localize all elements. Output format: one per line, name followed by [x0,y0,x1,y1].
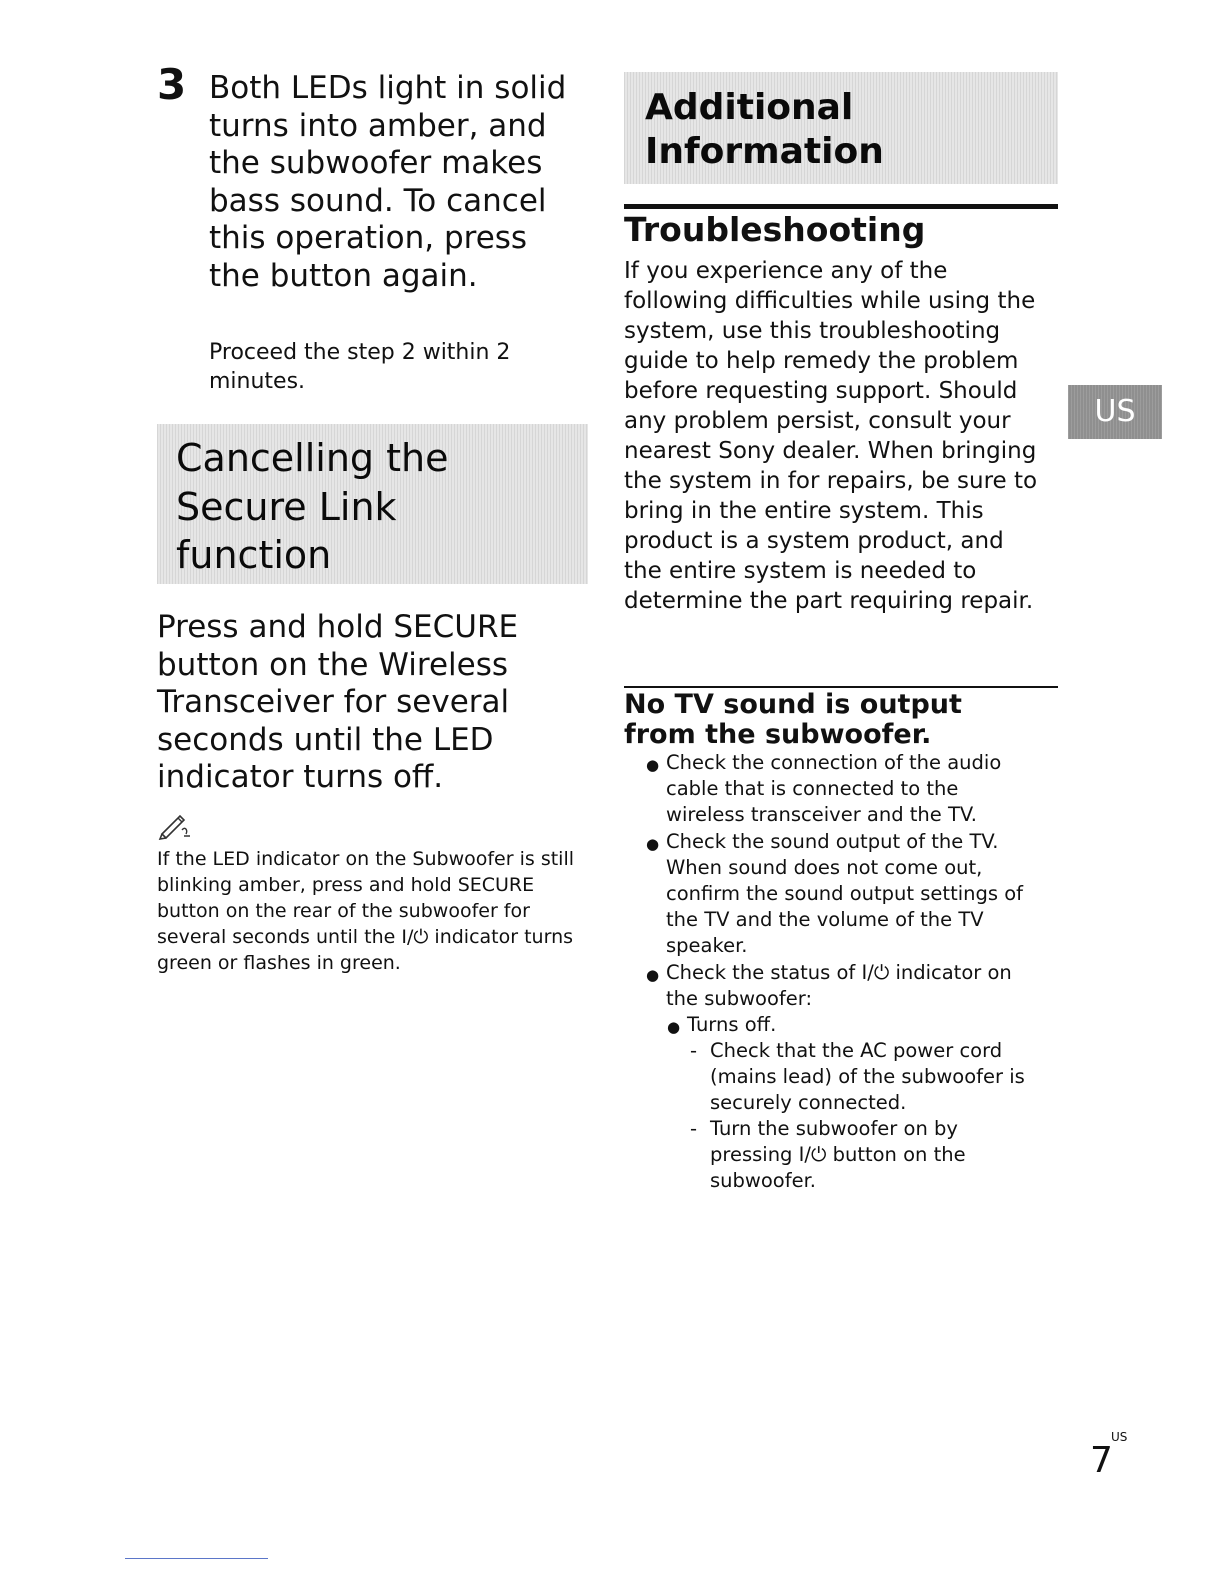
page-number: 7 [1090,1440,1113,1481]
step-note: Proceed the step 2 within 2 minutes. [209,340,511,394]
list-item-text: Check the connection of the audio cable that is connected to the wireless transceiver and the TV. [666,751,1002,826]
troubleshooting-title: Troubleshooting [624,210,926,249]
section-title: Cancelling the Secure Link function [176,436,449,577]
step-number: 3 [157,60,187,109]
bullet-icon: ● [667,1018,681,1036]
region-tab: US [1068,385,1162,439]
step-text: Both LEDs light in solid turns into amber, and the subwoofer makes bass sound. To cancel this operation, press the button again. [209,70,567,294]
list-item-text: Check the sound output of the TV. When sound does not come out, confirm the sound output settings of the TV and the volume of the TV speaker. [666,830,1024,957]
troubleshooting-rule [624,204,1058,209]
sub-list-item-text: Turns off. [687,1013,777,1036]
sub-sub-list-item [690,1116,1055,1194]
list-item [646,750,1046,828]
list-item [646,960,1046,1012]
bullet-icon: ● [646,756,660,774]
troubleshooting-intro: If you experience any of the following difficulties while using the system, use this troubleshooting guide to help remedy the problem before requesting support. Should any problem persist, consult your nearest Sony dealer. When bringing the system in for repairs, be sure to bring in the entire system. This product is a system product, and the entire system is needed to determine the part requiring repair. [624,258,1038,614]
page-region-label: US [1111,1430,1128,1444]
cancel-note: If the LED indicator on the Subwoofer is still blinking amber, press and hold SECURE button on the rear of the subwoofer for several seconds until the I/⏻ indicator turns green or flashes in green. [157,848,574,974]
sub-sub-list-item-text: Check that the AC power cord (mains lead) of the subwoofer is securely connected. [710,1039,1025,1114]
additional-title: Additional Information [645,87,884,172]
bullet-icon: ● [646,966,660,984]
list-item [646,829,1046,959]
dash-marker: - [690,1039,698,1062]
sub-list-item [667,1012,1047,1040]
cancel-instruction: Press and hold SECURE button on the Wireless Transceiver for several seconds until the LED indicator turns off. [157,609,519,795]
footer-line [125,1558,268,1559]
sub-sub-list-item-text: Turn the subwoofer on by pressing I/⏻ button on the subwoofer. [710,1117,966,1192]
dash-marker: - [690,1117,698,1140]
pencil-note-icon [158,808,192,844]
issue-rule [624,686,1058,688]
list-item-text: Check the status of I/⏻ indicator on the subwoofer: [666,961,1012,1010]
sub-sub-list-item [690,1038,1055,1116]
issue-title: No TV sound is output from the subwoofer. [624,689,962,750]
bullet-icon: ● [646,835,660,853]
